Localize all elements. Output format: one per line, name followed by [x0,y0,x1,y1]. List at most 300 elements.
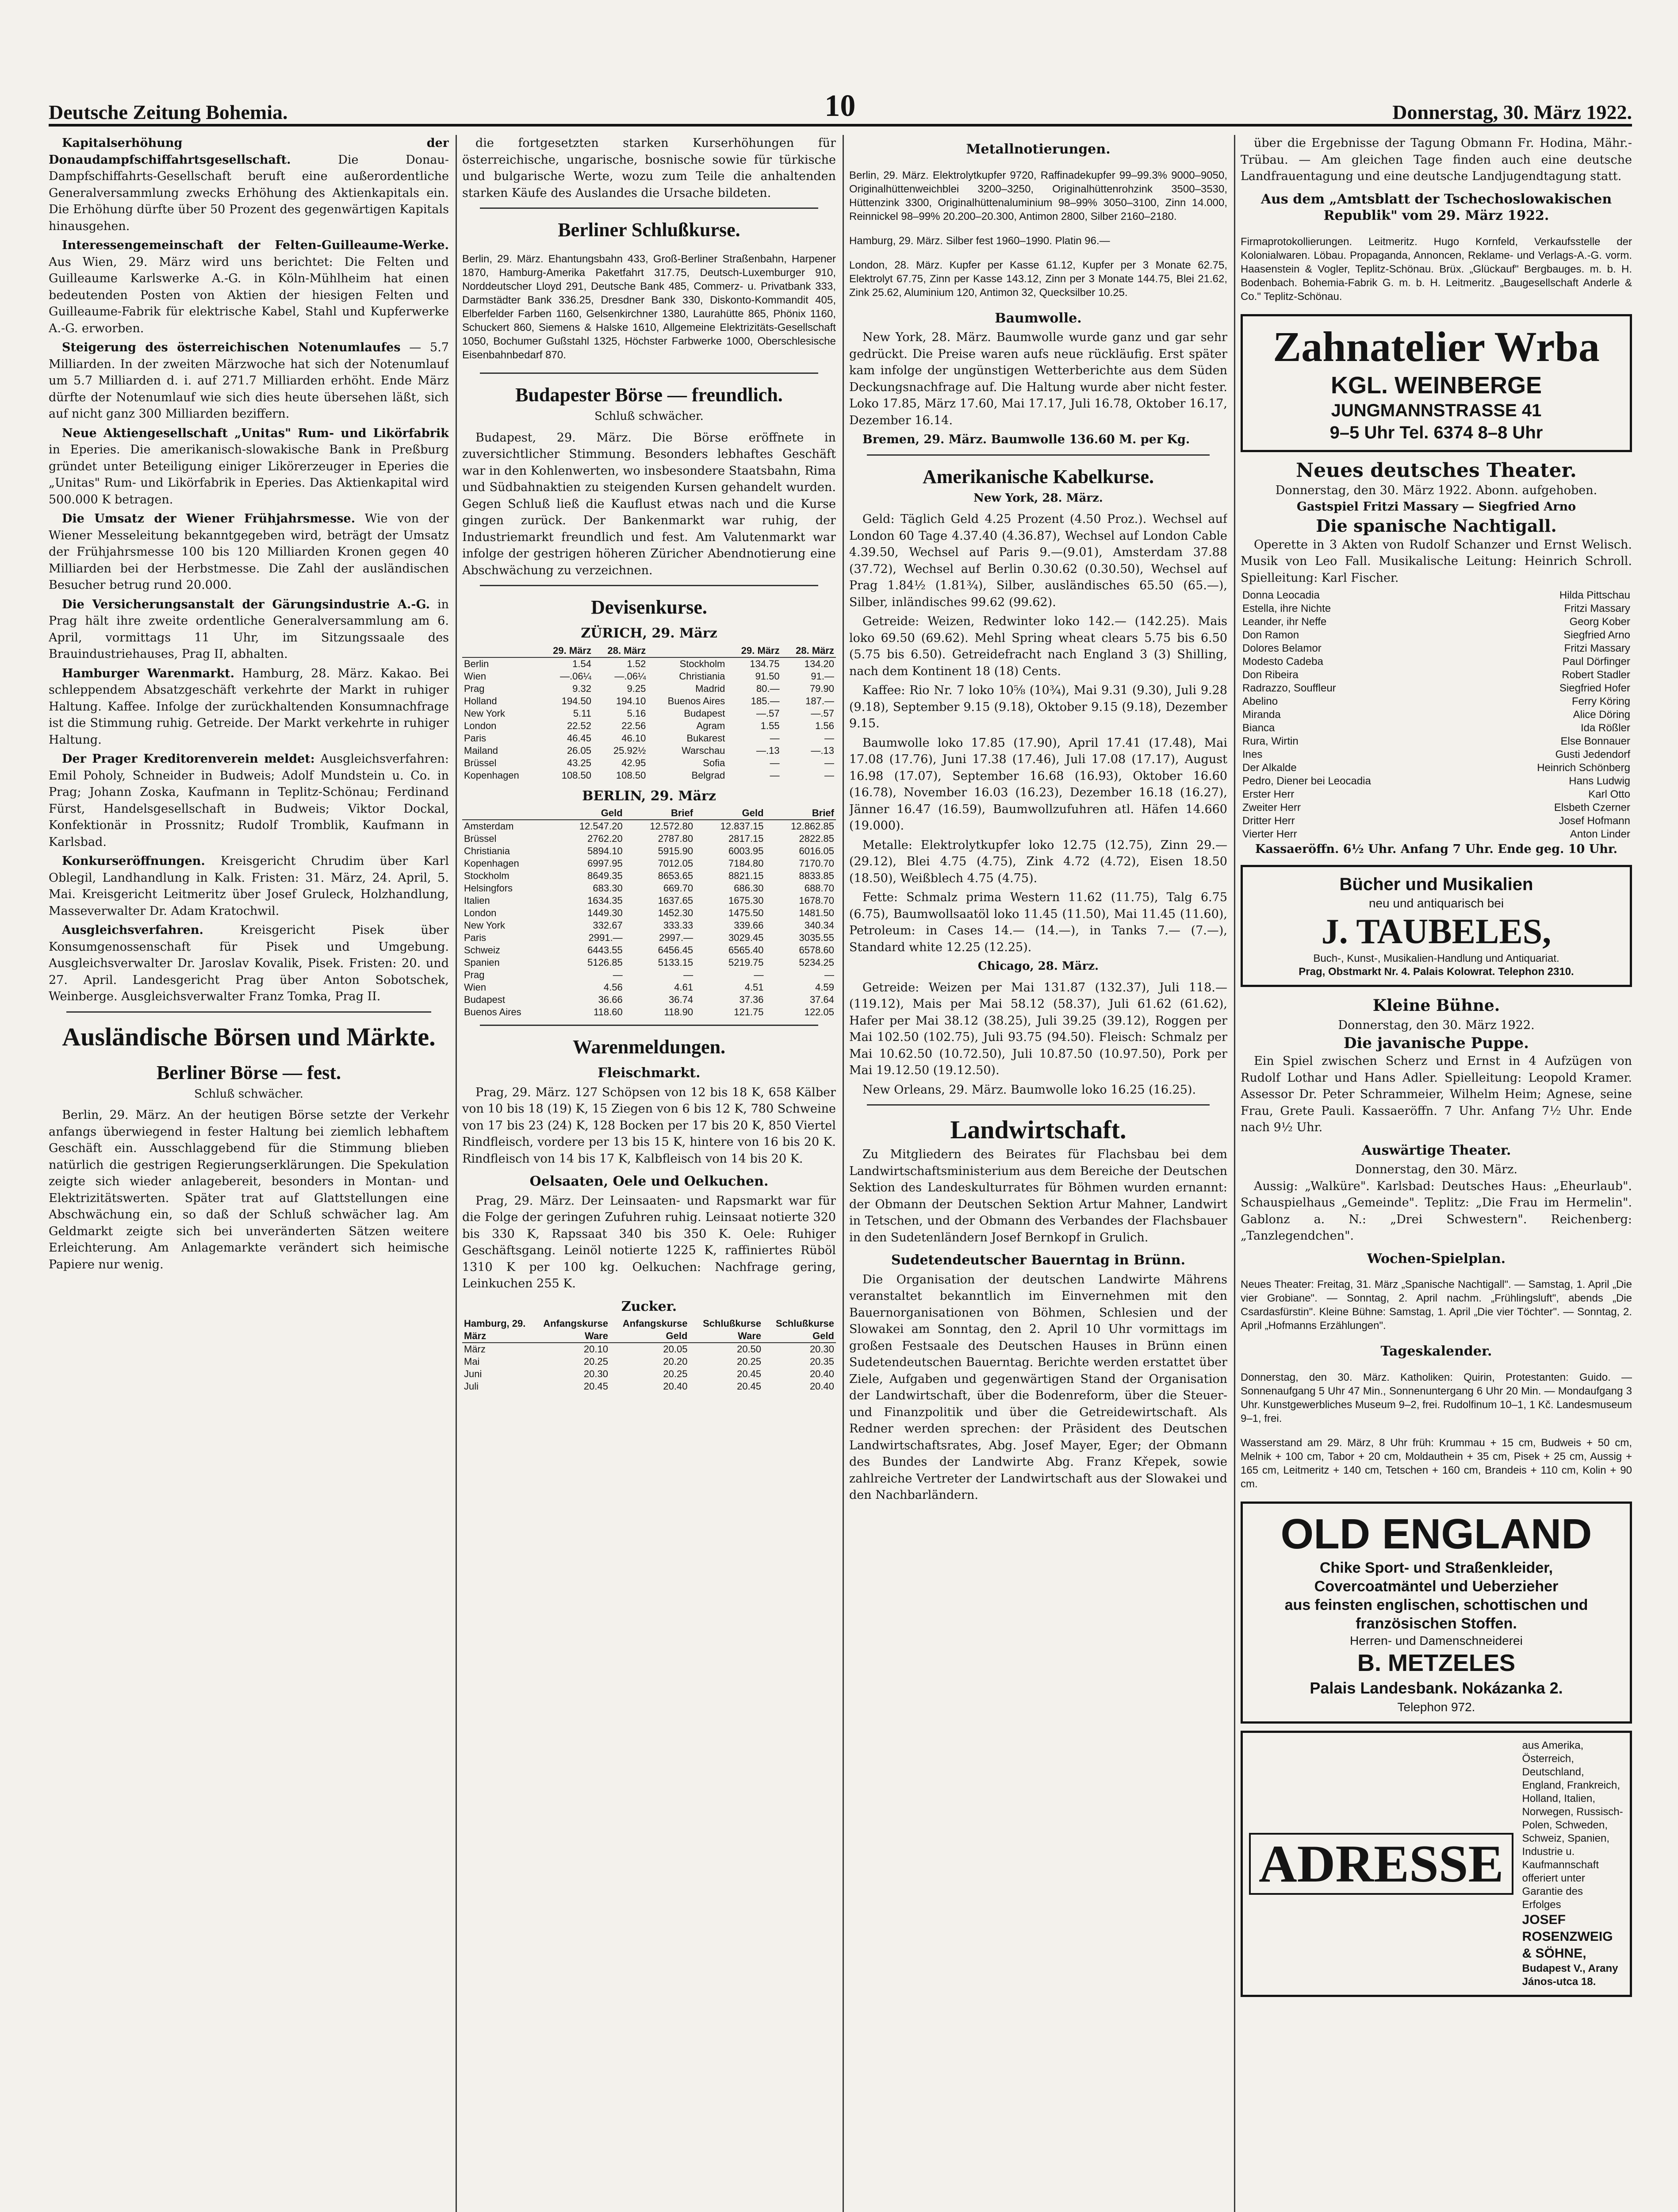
news-item-text: Hamburg, 28. März. Kakao. Bei schleppendem Absatzgeschäft verkehrte der Markt in ruhiger Haltung. Kaffee. Infolge der zurückhaltenden Konsumnachfrage ist die Stimmung ruhig. Getreide. Der Markt verkehrte in ruhiger Haltung. [49,666,449,747]
berlin-rate-row [462,820,836,833]
cast-row [1241,655,1632,668]
table-cell: 8833.85 [799,870,834,881]
kabel-sub: New York, 28. März. [973,491,1103,505]
news-item [49,237,449,337]
oel-text: Prag, 29. März. Der Leinsaaten- und Rapsmarkt war für die Folge der geringen Zufuhren ruhig. Leinsaat notierte 320 bis 330 K, Rapssaat 340 bis 350 K. Oele: Ruhiger Geschäftsgang. Leinöl notierte 1225 K, raffiniertes Rüböl 1310 K per 100 kg. Oelkuchen: Nachfrage gering, Leinkuchen 255 K. [462,1194,836,1290]
metall-text: Berlin, 29. März. Elektrolytkupfer 9720, Raffinadekupfer 99–99.3% 9000–9050, Originalhüttenweichblei 3200–3250, Originalhüttenrohzink 3500–3530, Hüttenzink 3300, Originalhüttenaluminium 98–99% 3050–3100, Zinn 14.000, Reinnickel 98–99% 20.200–20.300, Antimon 2800, Silber 2160–2180. [849,169,1227,223]
table-cell: Josef Hofmann [1559,815,1630,827]
economic-news [49,135,449,1005]
news-item [49,425,449,508]
divider [867,454,1210,456]
table-cell: 6443.55 [587,945,623,956]
table-header: Schlußkurse Geld [763,1317,836,1343]
news-item-lead: Ausgleichsverfahren. [62,923,203,937]
table-cell: Budapest [464,994,505,1005]
table-cell: Gusti Jedendorf [1555,749,1630,760]
old-england-title: OLD ENGLAND [1280,1510,1592,1558]
table-header [462,645,539,657]
table-cell: Brüssel [464,833,497,844]
table-cell: 43.25 [567,757,591,768]
table-cell: 4.59 [815,982,834,993]
taubeles-line-3: Buch-, Kunst-, Musikalien-Handlung und Antiquariat. [1313,952,1559,964]
table-cell: Prag [464,969,485,980]
table-cell: 5.11 [573,707,591,719]
berlin-rate-row [462,845,836,857]
divider [480,373,818,374]
table-cell: 118.90 [664,1006,693,1018]
zucker-row [462,1343,836,1356]
table-cell: 1481.50 [799,907,834,918]
table-cell: — [770,769,780,781]
budapest-sub: Schluß schwächer. [594,410,704,423]
cast-row [1241,814,1632,828]
table-cell: 134.20 [804,658,834,669]
divider [480,207,818,209]
zucker-table [462,1317,836,1393]
table-cell: 20.05 [663,1344,688,1355]
berlin-rate-row [462,1006,836,1018]
news-item [49,751,449,850]
table-cell: —.57 [811,707,834,719]
table-cell: Modesto Cadeba [1242,656,1323,668]
table-cell: — [824,757,834,768]
old-england-line-3: aus feinsten englischen, schottischen und französischen Stoffen. [1284,1596,1588,1632]
news-item-lead: Die Versicherungsanstalt der Gärungsindustrie A.-G. [62,597,430,611]
table-cell: 20.25 [663,1368,688,1379]
old-england-line-1: Chike Sport- und Straßenkleider, [1319,1559,1553,1576]
table-cell: 20.45 [737,1381,762,1392]
table-cell: Brüssel [464,757,497,768]
budapest-heading: Budapester Börse — freundlich. [515,384,783,406]
news-item [49,922,449,1005]
adresse-body [1522,1739,1624,1989]
table-cell: Stockholm [679,658,725,669]
wochen-text: Neues Theater: Freitag, 31. März „Spanische Nachtigall". — Samstag, 1. April „Die vier Grobiane". — Sonntag, 2. April nachm. „Frühlingsluft", abends „Die Csardasfürstin". Kleine Bühne: Samstag, 1. April „Die vier Töchter". — Sonntag, 2. April „Hofmanns Erzählungen". [1241,1279,1632,1332]
metall-heading: Metallnotierungen. [966,142,1111,157]
table-cell: Juli [464,1381,479,1392]
adresse-ad [1241,1731,1632,1997]
table-cell: 194.50 [561,695,591,707]
news-item [49,339,449,422]
table-cell: 7170.70 [799,858,834,869]
table-cell: 1.56 [815,720,834,731]
old-england-name: B. METZELES [1357,1649,1515,1676]
table-header: Geld [554,807,624,820]
table-cell: London [464,720,497,731]
table-cell: Ida Rößler [1580,722,1630,734]
table-cell: 2991.— [588,932,623,943]
news-item-lead: Konkurseröffnungen. [62,854,205,868]
wrba-address: JUNGMANNSTRASSE 41 [1331,400,1542,420]
adresse-logo: ADRESSE [1249,1833,1513,1895]
table-header: 28. März [593,645,647,657]
berlin-rate-row [462,857,836,870]
table-cell: 25.92½ [613,745,646,756]
table-cell: Ines [1242,749,1263,760]
zurich-rate-row [462,732,836,745]
news-item-text: in Prag hält ihre zweite ordentliche Generalversammlung am 6. April, vormittags 11 Uhr, im Sitzungssaale des Brauindustriehauses, Prag II, abhalten. [49,597,449,661]
table-cell: 333.33 [663,920,693,931]
chicago-heading: Chicago, 28. März. [977,960,1099,973]
table-cell: 12.862.85 [791,821,834,832]
table-cell: Mai [464,1356,480,1367]
table-cell: 46.10 [621,732,646,744]
table-header: 28. März [782,645,836,657]
wrba-title: Zahnatelier Wrba [1273,323,1600,370]
news-item-lead: Steigerung des österreichischen Notenumlaufes [62,341,401,354]
news-item-lead: Neue Aktiengesellschaft „Unitas" Rum- und Likörfabrik [62,426,449,440]
cast-row [1241,775,1632,788]
landwirt-text-2: Die Organisation der deutschen Landwirte Mährens veranstaltet bekanntlich im Einvernehmen mit den Bauernorganisationen von Böhmen, Schlesien und der Slowakei am Sonntag, den 2. April 10 Uhr vormittags im großen Festsaale des Deutschen Hauses in Brünn einen Sudetendeutschen Bauerntag. Berichte werden erstattet über Ziele, Aufgaben und gegenwärtigen Stand der Organisation der Landwirtschaft, über die Bodenreform, über die Steuer- und Finanzpolitik und über die Getreidewirtschaft. Als Redner werden sprechen: der Präsident des Deutschen Landwirtschaftsrates, Abg. Josef Mayer, Eger; der Obmann des Bundes der Landwirte Abg. Franz Křepek, sowie zahlreiche Vertreter der Landwirtschaft aus der Slowakei und den Nachbarländern. [849,1272,1227,1502]
table-cell: 1.55 [760,720,780,731]
fette-text: Fette: Schmalz prima Western 11.62 (11.75), Talg 6.75 (6.75), Baumwollsaatöl loko 11.45 (11.50), Mai 11.45 (11.60), Petroleum: in Cases 14.— (14.—), in Tanks 7.— (7.—), Standard white 12.25 (12.25). [849,891,1227,954]
table-cell: Georg Kober [1569,616,1630,628]
cast-row [1241,735,1632,748]
cast-row [1241,615,1632,629]
table-cell: 91.— [811,670,834,682]
table-cell: 2762.20 [587,833,623,844]
table-cell: 2997.— [659,932,693,943]
masthead-paper-name: Deutsche Zeitung Bohemia. [49,101,288,123]
table-cell: 2817.15 [728,833,764,844]
masthead [49,89,1632,127]
table-cell: 108.50 [616,769,646,781]
table-cell: Italien [464,895,490,906]
table-cell: Siegfried Arno [1563,629,1630,641]
news-item-lead: Interessengemeinschaft der Felten-Guilleaume-Werke. [62,238,449,252]
table-cell: 22.52 [567,720,591,731]
table-cell: 4.56 [603,982,623,993]
table-cell: —.13 [811,745,834,756]
table-cell: 688.70 [804,883,834,894]
auswaert-heading: Auswärtige Theater. [1361,1142,1511,1158]
table-cell: 20.40 [663,1381,688,1392]
tages-heading: Tageskalender. [1380,1344,1492,1359]
table-cell: 3029.45 [728,932,764,943]
table-cell: Mailand [464,745,498,756]
news-item [49,596,449,663]
column-2 [462,135,836,2212]
theater-times: Kassaeröffn. 6½ Uhr. Anfang 7 Uhr. Ende geg. 10 Uhr. [1255,842,1618,856]
table-cell: 5133.15 [658,957,693,968]
zucker-row [462,1368,836,1380]
column-4 [1241,135,1632,2212]
kaffee-text: Kaffee: Rio Nr. 7 loko 10⅝ (10¾), Mai 9.31 (9.30), Juli 9.28 (9.18), September 9.15 (9.18), Oktober 9.15 (9.18), Dezember 9.15. [849,684,1227,730]
column-rule [456,135,457,2212]
berlin-rate-row [462,932,836,944]
wrba-hours: 9–5 Uhr Tel. 6374 8–8 Uhr [1329,422,1543,442]
berlin-rate-row [462,833,836,845]
taubeles-ad [1241,865,1632,987]
table-cell: 20.35 [809,1356,834,1367]
table-cell: Stockholm [464,870,510,881]
table-cell: 20.10 [583,1344,608,1355]
table-cell: 108.50 [561,769,591,781]
cast-row [1241,761,1632,775]
devisen-heading: Devisenkurse. [591,596,707,618]
table-header [462,807,554,820]
table-cell: Pedro, Diener bei Leocadia [1242,775,1371,787]
table-cell: Siegfried Hofer [1559,682,1630,694]
hamburg-metall: Hamburg, 29. März. Silber fest 1960–1990. Platin 96.— [849,234,1110,247]
table-cell: — [613,969,623,980]
table-cell: 1678.70 [799,895,834,906]
baumwolle-heading: Baumwolle. [995,310,1082,326]
table-cell: — [770,732,780,744]
table-cell: Wien [464,982,487,993]
table-cell: 134.75 [750,658,780,669]
berlin-rate-row [462,919,836,932]
table-cell: 36.74 [669,994,693,1005]
table-cell: Donna Leocadia [1242,589,1320,601]
landwirt-heading: Landwirtschaft. [950,1115,1126,1144]
table-cell: Agram [696,720,725,731]
table-cell: Schweiz [464,945,500,956]
getreide-text: Getreide: Weizen, Redwinter loko 142.— (142.25). Mais loko 69.50 (69.62). Mehl Spring wheat clears 5.75 bis 6.50 (5.75 bis 6.50). Getreidefracht nach England 3 (3) Shilling, nach dem Kontinent 18 (18) Cents. [849,614,1227,678]
zurich-rate-row [462,695,836,707]
table-cell: Radrazzo, Souffleur [1242,682,1336,694]
adresse-text: aus Amerika, Österreich, Deutschland, England, Frankreich, Holland, Italien, Norwegen, Russisch-Polen, Schweden, Schweiz, Spanien, Industrie u. Kaufmannschaft offeriert unter Garantie des Erfolges [1522,1739,1623,1911]
taubeles-line-1: Bücher und Musikalien [1339,874,1533,894]
zurich-rate-row [462,683,836,695]
berlin-rate-row [462,870,836,882]
table-header: Anfangskurse Ware [530,1317,610,1343]
london-metall: London, 28. März. Kupfer per Kasse 61.12, Kupfer per 3 Monate 62.75, Elektrolyt 67.75, Zinn per Kasse 143.12, Zinn per 3 Monate 144.75, Blei 21.62, Zink 25.62, Aluminium 120, Antimon 32, Quecksilber 10.25. [849,259,1227,299]
theater-desc: Operette in 3 Akten von Rudolf Schanzer und Ernst Welisch. Musik von Leo Fall. Musikalische Leitung: Heinrich Schroll. Spielleitung: Karl Fischer. [1241,538,1632,585]
table-cell: Buenos Aires [464,1006,521,1018]
berlin-closing-text: Berlin, 29. März. Ehantungsbahn 433, Groß-Berliner Straßenbahn, Harpener 1870, Hamburg-Amerika Paketfahrt 317.75, Deutsch-Luxemburger 910, Norddeutscher Lloyd 291, Deutsche Bank 485, Commerz- u. Privatbank 333, Darmstädter Bank 336.25, Dresdner Bank 330, Diskonto-Kommandit 405, Elberfelder Farben 1160, Gelsenkirchner 1380, Laurahütte 865, Phönix 1160, Schuckert 860, Siemens & Halske 1610, Allgemeine Elektrizitäts-Gesellschaft 1050, Bochumer Gußstahl 1325, Höchster Farbwerke 1000, Oberschlesische Eisenbahnbedarf 870. [462,253,836,361]
table-cell: Berlin [464,658,489,669]
table-cell: Dolores Belamor [1242,642,1322,654]
table-cell: 8649.35 [587,870,623,881]
cast-row [1241,668,1632,682]
table-cell: 5894.10 [587,845,623,856]
table-cell: New York [464,707,505,719]
table-cell: 669.70 [663,883,693,894]
table-cell: Abelino [1242,695,1278,707]
table-cell: —.13 [756,745,780,756]
table-cell: 4.51 [744,982,764,993]
theater-date: Donnerstag, den 30. März 1922. Abonn. aufgehoben. [1275,483,1598,497]
table-cell: Anton Linder [1570,828,1630,840]
table-cell: 37.64 [809,994,834,1005]
table-cell: 194.10 [616,695,646,707]
news-item-text: Wie von der Wiener Messeleitung bekanntgegeben wird, beträgt der Umsatz der Frühjahrsmesse 100 bis 120 Milliarden Kronen gegen 40 Milliarden bei der Herbstmesse. Die Zahl der ausländischen Besucher betrug rund 20.000. [49,512,449,592]
budapest-text: Budapest, 29. März. Die Börse eröffnete in zuversichtlicher Stimmung. Besonders lebhaftes Geschäft war in den Kohlenwerten, wo insbesondere Staatsbahn, Rima und Südbahnaktien zu steigenden Kursen gehandelt wurden. Gegen Schluß ließ die Kauflust etwas nach und die Kurse gingen zurück. Der Bankenmarkt war ruhig, der Industriemarkt freundlich und fest. Am Valutenmarkt war infolge der gestrigen höheren Züricher Abendnotierung eine Abschwächung zu verzeichnen. [462,430,836,577]
column-rule [843,135,844,2212]
news-item-lead: Der Prager Kreditorenverein meldet: [62,752,315,766]
table-cell: 5219.75 [728,957,764,968]
berlin-rate-row [462,882,836,895]
berlin-closing-heading: Berliner Schlußkurse. [558,219,740,241]
table-cell: — [824,769,834,781]
table-cell: Don Ribeira [1242,669,1299,681]
table-cell: Bianca [1242,722,1275,734]
theater-play: Die spanische Nachtigall. [1316,515,1557,536]
news-item [49,665,449,749]
zucker-heading: Zucker. [621,1298,677,1314]
news-item-lead: Die Umsatz der Wiener Frühjahrsmesse. [62,512,356,526]
neworleans-text: New Orleans, 29. März. Baumwolle loko 16.25 (16.25). [862,1083,1196,1097]
table-cell: Leander, ihr Neffe [1242,616,1327,628]
old-england-address: Palais Landesbank. Nokázanka 2. [1310,1678,1563,1697]
news-item-lead: Hamburger Warenmarkt. [62,666,235,680]
zurich-rate-row [462,757,836,769]
berlin-rate-row [462,907,836,919]
adresse-name: JOSEF ROSENZWEIG & SÖHNE, [1522,1912,1613,1961]
chicago-text: Getreide: Weizen per Mai 131.87 (132.37), Juli 118.— (119.12), Mais per Mai 58.12 (58.37), Juli 61.62 (61.62), Hafer per Mai 38.12 (38.25), Juli 39.25 (39.12), Roggen per Mai 102.50 (102.75), Juli 93.75 (94.50). Fleisch: Schmalz per Mai 10.62.50 (10.72.50), Juli 10.87.50 (10.97.50), Pork per Mai 19.12.50 (19.12.50). [849,980,1227,1077]
column-1 [49,135,449,2212]
news-item-text: Kreisgericht Pisek über Konsumgenossenschaft für Pisek und Umgebung. Ausgleichsverwalter Dr. Jaroslav Kovalik, Pisek. Fristen: 20. und 27. April. Landesgericht Prag über Anton Sobotschek, Weinberge. Ausgleichsverwalter Franz Tomka, Prag II. [49,923,449,1003]
news-item-text: Aus Wien, 29. März wird uns berichtet: Die Felten und Guilleaume Karlswerke A.-G. in Köln-Mühlheim hat einen bedeutenden Posten von Aktien der hiesigen Felten und Guilleaume-Fabrik für elektrische Kabel, Stahl und Kupferwerke A.-G. erworben. [49,255,449,335]
table-cell: Warschau [682,745,725,756]
zurich-rate-row [462,707,836,720]
table-cell: Don Ramon [1242,629,1299,641]
table-header: Schlußkurse Ware [689,1317,763,1343]
table-cell: Kopenhagen [464,858,519,869]
fleisch-text: Prag, 29. März. 127 Schöpsen von 12 bis 18 K, 658 Kälber von 10 bis 18 (19) K, 15 Ziegen von 6 bis 12 K, 780 Schweine von 17 bis 23 (24) K, 128 Bocken per 17 bis 20 K, 850 Viertel Rindfleisch, vordere per 13 bis 15 K, hintere von 16 bis 20 K. Rindfleisch von 14 bis 17 K, Kalbfleisch von 14 bis 20 K. [462,1085,836,1166]
zurich-rate-row [462,657,836,670]
table-cell: 20.30 [809,1344,834,1355]
kleine-heading: Kleine Bühne. [1372,996,1500,1015]
oel-heading: Oelsaaten, Oele und Oelkuchen. [529,1174,769,1189]
wasser-text: Wasserstand am 29. März, 8 Uhr früh: Krummau + 15 cm, Budweis + 50 cm, Melnik + 100 cm, Tabor + 20 cm, Moldauthein + 35 cm, Pisek + 25 cm, Aussig + 165 cm, Leitmeritz + 140 cm, Tetschen + 160 cm, Brandeis + 110 cm, Kolin + 90 cm. [1241,1436,1632,1490]
table-cell: 5126.85 [587,957,623,968]
berlin-exchange-sub: Schluß schwächer. [194,1087,303,1101]
divider [480,585,818,586]
zucker-row [462,1356,836,1368]
zurich-title: ZÜRICH, 29. März [581,626,717,641]
table-cell: 683.30 [593,883,623,894]
theater-heading: Neues deutsches Theater. [1295,459,1577,482]
page-number: 10 [824,89,856,123]
cast-row [1241,695,1632,708]
table-cell: 339.66 [734,920,764,931]
table-cell: 46.45 [567,732,591,744]
table-cell: 42.95 [621,757,646,768]
table-cell: Kopenhagen [464,769,519,781]
table-cell: Sofia [703,757,725,768]
bremen-text: Bremen, 29. März. Baumwolle 136.60 M. per Kg. [862,433,1190,446]
wrba-ad [1241,314,1632,452]
table-cell: Heinrich Schönberg [1537,762,1630,774]
table-cell: 12.547.20 [579,821,623,832]
table-cell: Holland [464,695,497,707]
table-cell: 2822.85 [799,833,834,844]
table-cell: Wien [464,670,487,682]
baumwolle-text: New York, 28. März. Baumwolle wurde ganz und gar sehr gedrückt. Die Preise waren aufs neue rückläufig. Erst später kam infolge der ungünstigen Wetterberichte aus dem Süden Deckungsnachfrage auf. Die Haltung wurde aber nicht fester. Loko 17.85, März 17.60, Mai 17.17, Juli 16.78, Oktober 16.17, Dezember 16.14. [849,330,1227,427]
table-header: Brief [766,807,836,820]
table-cell: Belgrad [691,769,725,781]
cast-table [1241,589,1632,841]
tages-text: Donnerstag, den 30. März. Katholiken: Quirin, Protestanten: Guido. — Sonnenaufgang 5 Uhr 47 Min., Sonnenuntergang 6 Uhr 20 Min. — Mondaufgang 3 Uhr. Kunstgewerbliches Museum 9–2, frei. Rudolfinum 10–1, 1 Kč. Landesmuseum 9–1, frei. [1241,1371,1632,1425]
cast-row [1241,828,1632,841]
table-cell: 340.34 [804,920,834,931]
table-cell: 2787.80 [658,833,693,844]
cast-row [1241,708,1632,722]
foreign-markets-heading: Ausländische Börsen und Märkte. [62,1022,436,1051]
cast-row [1241,642,1632,655]
kabel-heading: Amerikanische Kabelkurse. [922,465,1154,488]
table-cell: 6578.60 [799,945,834,956]
cast-row [1241,589,1632,602]
table-cell: London [464,907,497,918]
table-cell: 1675.30 [728,895,764,906]
table-cell: — [824,732,834,744]
divider [480,1025,818,1026]
table-cell: 20.40 [809,1381,834,1392]
table-cell: Estella, ihre Nichte [1242,603,1331,614]
sudeten-heading: Sudetendeutscher Bauerntag in Brünn. [891,1252,1186,1268]
table-cell: Rura, Wirtin [1242,735,1299,747]
table-cell: Juni [464,1368,482,1379]
table-cell: 20.45 [583,1381,608,1392]
table-header: Hamburg, 29. März [462,1317,530,1343]
table-cell: Alice Döring [1573,709,1630,721]
table-cell: 20.20 [663,1356,688,1367]
table-cell: 1449.30 [587,907,623,918]
table-cell: Robert Stadler [1562,669,1630,681]
intro-text: die fortgesetzten starken Kurserhöhungen für österreichische, ungarische, bosnische sowie für türkische und bulgarische Werte, wozu zum Teile die anhaltenden starken Käufe des Auslandes die Ursache bildeten. [462,136,836,200]
table-cell: 20.30 [583,1368,608,1379]
table-cell: —.06¼ [614,670,646,682]
table-header [647,645,727,657]
fleisch-heading: Fleischmarkt. [598,1065,701,1081]
table-cell: 6456.45 [658,945,693,956]
table-cell: New York [464,920,505,931]
table-cell: 5234.25 [799,957,834,968]
table-cell: 187.— [805,695,834,707]
auswaert-text: Aussig: „Walküre". Karlsbad: Deutsches Haus: „Eheurlaub". Schauspielhaus „Gemeinde". Teplitz: „Die Frau im Hermelin". Gablonz a. N.: „Drei Schwestern". Reichenberg: „Tanzlegendchen". [1241,1179,1632,1243]
baumwolle2-text: Baumwolle loko 17.85 (17.90), April 17.41 (17.48), Mai 17.08 (17.76), Juni 17.38 (17.46), Juli 17.08 (17.17), August 16.98 (17.07), September 16.68 (16.93), Oktober 16.60 (16.78), November 16.03 (16.23), Dezember 16.18 (16.27), Jänner 16.47 (16.59), Baumwollzufuhren atl. Häfen 14.660 (19.000). [849,736,1227,833]
table-header: 29. März [727,645,781,657]
kleine-date: Donnerstag, den 30. März 1922. [1338,1018,1535,1032]
table-cell: 20.25 [737,1356,762,1367]
table-cell: Prag [464,683,485,694]
column-rule [1234,135,1235,2212]
table-cell: Zweiter Herr [1242,802,1301,814]
table-header: Geld [695,807,765,820]
column-3 [849,135,1227,2212]
top-text: über die Ergebnisse der Tagung Obmann Fr. Hodina, Mähr.-Trübau. — Am gleichen Tage finden auch eine deutsche Landfrauentagung und eine deutsche Landjugendtagung statt. [1241,136,1632,183]
table-cell: Budapest [684,707,725,719]
table-cell: 1634.35 [587,895,623,906]
berlin-rate-row [462,944,836,956]
table-cell: Spanien [464,957,500,968]
berlin-exchange-heading: Berliner Börse — fest. [156,1061,341,1083]
taubeles-line-2: neu und antiquarisch bei [1368,896,1504,910]
table-cell: 4.61 [674,982,693,993]
old-england-ad [1241,1502,1632,1724]
kleine-play: Die javanische Puppe. [1344,1034,1529,1052]
table-cell: 3035.55 [799,932,834,943]
table-cell: —.57 [756,707,780,719]
landwirt-text-1: Zu Mitgliedern des Beirates für Flachsbau bei dem Landwirtschaftsministerium aus dem Bereiche der Deutschen Sektion des Landeskulturrates für Böhmen wurden ernannt: der Obmann der Deutschen Sektion Artur Mahner, Landwirt in Tetschen, und der Obmann des Verbandes der Flachsbauer in den Sudetenländern Josef Bernkopf in Grulich. [849,1148,1227,1244]
berlin-exchange-text: Berlin, 29. März. An der heutigen Börse setzte der Verkehr anfangs überwiegend in fester Haltung bei ziemlich lebhaftem Geschäft ein. Ausschlaggebend für die Stimmung blieben natürlich die gestrigen Regierungserklärungen. Die Spekulation zeigte sich wieder anlagebereit, besonders in Montan- und Elektrizitätswerten. Später trat auf Glattstellungen eine Abschwächung ein, so daß der Schluß schwächer lag. Am Geldmarkt zeigte sich bei unveränderten Sätzen weitere Erleichterung. Am Anlagemarkte verändert sich heimische Papiere nur wenig. [49,1108,449,1271]
table-cell: 12.837.15 [720,821,764,832]
news-item-text: Ausgleichsverfahren: Emil Poholy, Schneider in Budweis; Adolf Mundstein u. Co. in Prag; Johann Zoska, Kaufmann in Teplitz-Schönau; Ferdinand Fürst, Handelsgesellschaft in Budweis; Viktor Dockal, Konfektionär in Prossnitz; Rudolf Tromblik, Kaufmann in Karlsbad. [49,752,449,849]
table-cell: Ferry Köring [1571,695,1630,707]
table-cell: 79.90 [809,683,834,694]
table-header: 29. März [539,645,593,657]
table-cell: März [464,1344,486,1355]
table-cell: 332.67 [593,920,623,931]
table-cell: 5915.90 [658,845,693,856]
news-item-text: in Eperies. Die amerikanisch-slowakische Bank in Preßburg gründet unter Beteiligung einiger Likörerzeuger in Eperies die „Unitas" Rum- und Likörfabrik in Eperies. Das Aktienkapital wird 500.000 K betragen. [49,443,449,507]
table-cell: 6003.95 [728,845,764,856]
table-cell: 8653.65 [658,870,693,881]
zurich-rate-row [462,769,836,782]
